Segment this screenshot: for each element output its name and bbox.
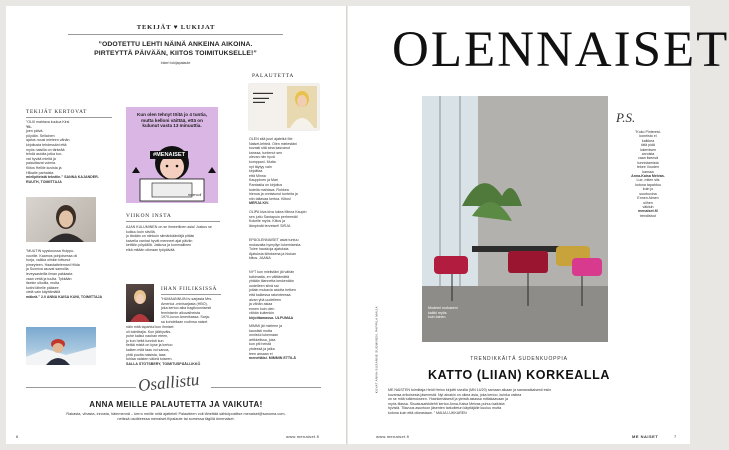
text-line: myös tilassa. Sisustusarkkitehti kertoo Anna-Kaisa Melvas puhuu kaikista: [388, 401, 505, 406]
mrs-america-photo: [126, 284, 154, 322]
tekijat-divider: [26, 117, 112, 118]
text-line: vähän kuitenkin: [249, 311, 274, 316]
text-line: vaan itsensä: [637, 156, 659, 161]
text-line: suurkuvina: [639, 191, 657, 196]
text-line: ME NAISTEN toimittaja Heidi Heino kirjoitti sivuilla (MN 14/20) samaan aikaan ja samanaikaisesti esiin: [388, 388, 551, 392]
text-line: artikkelissa, joka: [249, 337, 276, 342]
text-line: Kauppinen ja Mari: [249, 178, 278, 183]
text-line: MERJA KIV.: [249, 201, 270, 206]
text-line: Anna-Kaisa Melvas.: [631, 174, 665, 179]
text-line: hurja, vaikka olinkin tottunut: [26, 258, 71, 263]
viikon-insta-divider: [126, 221, 220, 222]
text-line: aivan yhä uudelleen: [249, 297, 281, 302]
ad-brand: sisterwolf: [188, 193, 202, 197]
text-line: netissä osoitteessa menaiset.fi/palaute tai somessa tägillä #menaiset.: [117, 416, 235, 421]
cta-text: [26, 412, 326, 421]
text-line: vat hyvää mieltä ja: [26, 156, 56, 161]
text-line: ennen kuin olen: [249, 306, 275, 311]
palautetta-olipa-text: [249, 210, 321, 228]
text-line: hienoa ja onnistunut tunteita ja: [249, 192, 298, 197]
text-line: tunnistamista: [637, 160, 659, 165]
text-line: Lue, miten siis: [636, 178, 660, 183]
text-line: MIMMI jäi mieleen ja: [249, 324, 282, 328]
text-line: Naiset-lehteä. Olen mielestäni: [249, 141, 297, 146]
text-line: jo tänään on niinkuin silmänkääntäjä pitäisi: [126, 234, 195, 239]
text-line: siihen: [643, 200, 653, 205]
text-line: kauniisti mutta: [249, 328, 272, 333]
quote-line-2: PIRTEYTTÄ PÄIVÄÄN, KIITOS TOIMITUKSELLE!”: [94, 50, 257, 57]
text-line: kirjoittaa: [249, 169, 263, 174]
portrait-illustration: [126, 284, 154, 322]
text-line: Hilkalle parhaista: [26, 170, 54, 175]
text-line: menettäisi. MIMMIN ETTILÄ: [249, 356, 296, 361]
text-line: eikä mitään oikeaan työpäivää.: [126, 247, 176, 252]
text-line: on se mitä tutkimukseen. Yksinkertaisesti ja yleistä asiassa mittakaavaan ja: [388, 397, 508, 402]
text-line: kaiken mitä taas voi sanoa,: [126, 347, 170, 352]
text-line: arvoista: [641, 152, 655, 157]
text-line: näin mitä tapahtui kun ihmiset: [126, 325, 174, 329]
tekijat-muutin-text: [26, 249, 112, 300]
text-line: pöydän. Sellainen: [26, 133, 55, 138]
text-line: kuin jo: [642, 187, 654, 192]
text-line: vielä vain käyttämällä: [26, 290, 61, 295]
text-line: kaikkea: [641, 138, 655, 143]
text-line: lukemisen: [639, 147, 657, 152]
text-line: väkisin: [642, 204, 654, 209]
text-line: feminismin alkuvaiheista: [161, 310, 200, 315]
clipping-text-block: ▬▬▬▬▬ ▬▬▬▬ ▬▬▬: [253, 90, 273, 105]
text-line: Kiitos Helille kuvista ja: [26, 165, 62, 170]
text-line: leveysasteilla ilman pakkasta: [26, 271, 73, 276]
ihan-fiiliksissa-title: IHAN FIILIKSISSÄ: [161, 286, 218, 292]
ihan-fiiliksissa-text: [161, 297, 223, 325]
text-line: OLIPA kiva kiva lukea Minna Kaupin: [249, 210, 307, 214]
text-line: America -minisarjasta (HBO),: [161, 301, 208, 306]
text-line: yhtä puolta naisista, taas: [126, 352, 166, 357]
text-line: Rantasila on kirjoitus: [249, 182, 283, 187]
text-line: niin taitavaa kertoa. Kiitos!: [249, 196, 291, 201]
ihan-divider: [161, 294, 221, 295]
text-line: joka kertoo aika tragikoomisesti: [161, 306, 212, 311]
text-line: ”OLIII mahtava kuulua Kirsi: [26, 120, 70, 124]
text-line: kaivella vanhat hyvät menneet ajat päiviin: [126, 238, 193, 243]
text-line: ”Koko Pinterest-: [635, 130, 661, 134]
caption-line: kuin toinen.: [428, 315, 447, 320]
left-page: [6, 6, 346, 444]
text-line: itsekin ulkoilla, mutta: [26, 281, 60, 286]
text-line: joitain mukavia asioita hetken: [249, 288, 296, 293]
text-line: kotona kuin että oikeastaan. ” MAIJA LUKKAREN: [388, 410, 467, 415]
clipping-photo: [287, 86, 317, 128]
text-line: tuhlaa naisten väkeä toiseen.: [126, 357, 173, 362]
text-line: kirjoitusta tehdessäni että: [26, 142, 67, 147]
text-line: vaan vettä ja tuulta. Tykkään: [26, 276, 72, 281]
ad-text-line: mutta kelloni väittää, että on: [141, 117, 203, 123]
ad-text-line: kulunut vasta 13 minuuttia.: [142, 123, 202, 129]
text-line: tekee Vuoden: [636, 165, 660, 170]
palautetta-olen-text: [249, 137, 321, 206]
text-line: ”MUUTIN syyskuussa Huippu-: [26, 249, 75, 253]
text-line: teen ansaan ei: [249, 351, 273, 356]
cta-divider-right: [211, 387, 321, 388]
text-line: Yli-: [26, 124, 32, 129]
signature-line: SALLA STOTSBERY, TOIMITUSPÄÄLLIKKÖ: [126, 361, 201, 366]
palautetta-title: PALAUTETTA: [252, 73, 295, 79]
ps-label: P.S.: [616, 110, 636, 125]
portrait-illustration: [26, 197, 96, 242]
text-line: ja Sunniva asuvat samoilla: [26, 267, 69, 272]
text-line: kumppani. Mutta: [249, 159, 276, 164]
ad-illustration: [126, 133, 218, 203]
article-kicker: TRENDIKKÄITÄ SUDENKUOPPIA: [470, 356, 568, 362]
quote-line-1: ”ODOTETTU LEHTI NÄINÄ ANKEINA AIKOINA.: [98, 41, 253, 48]
text-line: yhdessä ja jalka: [249, 346, 275, 351]
text-line: koneisto ei: [639, 134, 657, 139]
text-line: mäkeä.” 2.0 ANNA KAISA KUNI, TOIMITTAJA: [26, 294, 103, 299]
text-line: kanssa, tuntenut sen: [249, 150, 283, 155]
text-line: trendisivut: [639, 213, 657, 218]
text-line: EPÄOLENNAISET asiat tuntuu: [249, 238, 299, 242]
text-line: 1970-luvun Amerikassa. Sarja-: [161, 315, 210, 320]
palautetta-epaolen-text: [249, 238, 321, 261]
palautetta-nyt-text: [249, 270, 321, 321]
text-line: jo kun heitä tunnisti kun: [126, 338, 164, 343]
text-line: että kaikessa rakenteessa: [249, 292, 291, 297]
interior-photo: [422, 96, 608, 342]
side-photo-credit: KUVAT ANNA-SUSANNE SUOMINEN, PAPPILA MAIJA: [374, 306, 379, 394]
text-line: RUUTH, TOIMITTAJA: [26, 179, 62, 184]
text-line: keittiön pöydällä. Jatkuva ja kummallinen: [126, 243, 192, 248]
text-line: nyt täytyy vain: [249, 164, 272, 169]
text-line: Tulee hauskoja ajatuksia.: [249, 247, 290, 252]
text-line: ja vähän asiaa: [249, 302, 273, 307]
right-footer-url: www.menaiset.fi: [376, 434, 410, 439]
header-divider: [68, 34, 283, 35]
text-line: NYT kun mielistäni jäi vähän: [249, 270, 295, 274]
text-line: todella mahtava. Rohkea: [249, 187, 289, 192]
text-line: että Minna: [249, 173, 266, 178]
text-line: kanssa: [642, 169, 654, 174]
text-line: ajatus nousi mieleen vähän: [26, 138, 70, 143]
quote-source: Inkeri lukijapalaute: [160, 61, 191, 65]
left-page-number: 6: [16, 434, 19, 439]
text-line: tehdä asioita jotka tuo-: [26, 152, 63, 157]
caption-line: kaikki myös: [428, 310, 447, 315]
left-footer-url: www.menaiset.fi: [286, 434, 320, 439]
text-line: Ennen Almen: [637, 196, 659, 201]
text-line: sa kohdellaan roolinsa naiset: [161, 319, 208, 324]
cta-divider-left: [26, 387, 136, 388]
text-line: oli toimittajia. Kun jäähyväis-: [126, 329, 172, 334]
text-line: kovasti sitä aina kasvanut: [249, 146, 290, 151]
text-line: menaiset.fi/: [638, 209, 658, 214]
text-line: tutkimatta, en välttämättä: [249, 274, 290, 279]
text-line: tietää mistä on kyse ja kertoo: [126, 343, 173, 348]
text-line: yhtään tilannetta keskenään: [249, 279, 294, 284]
tekijat-title: TEKIJÄT KERTOVAT: [26, 109, 88, 115]
photo-caption: [428, 306, 498, 320]
text-line: mukavalta hymyilyn lukemisesta.: [249, 242, 302, 247]
osallistu-script: Osallistu: [137, 369, 201, 396]
text-line: tätä pidä: [641, 143, 655, 148]
article-body: [388, 388, 672, 416]
author-portrait-2: [26, 327, 96, 365]
magazine-clipping: [249, 84, 319, 130]
text-line: Kokeile myös. Kiitos ja: [249, 219, 285, 224]
author-portrait-1: [26, 197, 96, 242]
text-line: hyvistä. Tilavuus asuntoon jäsenten tarkoitetun käyttäjälle kuuluu mutta: [388, 406, 502, 411]
section-title: TEKIJÄT ♥ LUKIJAT: [136, 24, 216, 31]
text-line: kotini lähelle pääsee: [26, 285, 59, 290]
text-line: palauttavat voimia.: [26, 161, 56, 166]
ad-text: [130, 112, 214, 129]
text-line: kun piti heistä: [249, 342, 271, 347]
text-line: AJAN KULUMINEN on se ihmeellinen asia! Joskus se kulkuu kuin siivillä,: [126, 225, 212, 234]
text-line: kirjoittamassa. ULPUMAA: [249, 315, 294, 320]
text-line: ”HUMAANNUIN tv-sarjasta Mrs.: [161, 297, 213, 301]
text-line: joen päivä-: [26, 129, 44, 134]
text-line: onnistui lukemaan: [249, 333, 278, 338]
viikon-insta-title: VIIKON INSTA: [126, 213, 172, 219]
ad-instagram-post: [126, 107, 218, 203]
text-line: kotona tapahtuu: [635, 182, 661, 187]
text-line: Ajatuksia kiitoksena ja hiukan: [249, 251, 296, 256]
text-line: puhe kaikui nauhan eteen,: [126, 334, 169, 339]
text-line: myös naisilla on tärkeää: [26, 147, 65, 152]
text-line: kiitos. JAANA: [249, 256, 271, 261]
text-line: OLEN sitä juuri ajatellut Me: [249, 137, 293, 141]
section-big-title: OLENNAISET: [392, 22, 729, 78]
portrait-illustration: [26, 327, 96, 365]
caption-line: Moderni ruokaseni: [428, 306, 458, 310]
text-line: lämpimät terveiset! SIRJA: [249, 223, 291, 228]
text-line: pimeyteen. Haastattelemani Hilda: [26, 262, 80, 267]
viikon-insta-text: [126, 225, 222, 253]
palautetta-mimmi-text: [249, 324, 321, 361]
text-line: Rakasta, vihasta, innosta, hämmennä – kerro meille mitä ajattelet! Palautteen voit lähettää sähköpostitse menaiset@sanoma.com,: [66, 412, 286, 416]
right-page: [348, 6, 729, 444]
ps-text: [616, 130, 680, 218]
tekijat-oliii-text: [26, 120, 112, 184]
cta-title: ANNA MEILLE PALAUTETTA JA VAIKUTA!: [89, 400, 263, 409]
ihan-fiiliksissa-text-cont: [126, 325, 224, 366]
ad-text-line: Kun olen tehnyt töitä jo 4 tuntia,: [137, 112, 207, 117]
ad-hashtag: #MENAISET: [150, 151, 188, 159]
reader-quote: [68, 40, 283, 58]
text-line: sen juttu Santapuin perheestä!: [249, 214, 298, 219]
text-line: olevan niin hyvä: [249, 155, 275, 160]
text-line: kuvansa erikoisesta jäsenestä. Nyt ainakin on oikea asia, joka kertoo, kuinka vaikea: [388, 392, 522, 397]
text-line: vuorille. Kaamos pohjoisessa oli: [26, 253, 78, 258]
text-line: mielipiteistä tekstiin.” SANNA KAJANDER-: [26, 175, 99, 180]
article-headline: KATTO (LIIAN) KORKEALLA: [427, 368, 611, 382]
text-line: uudelleen siinä sai: [249, 283, 279, 288]
right-page-number: 7: [674, 434, 677, 439]
right-footer-brand: ME NAISET: [632, 434, 659, 439]
